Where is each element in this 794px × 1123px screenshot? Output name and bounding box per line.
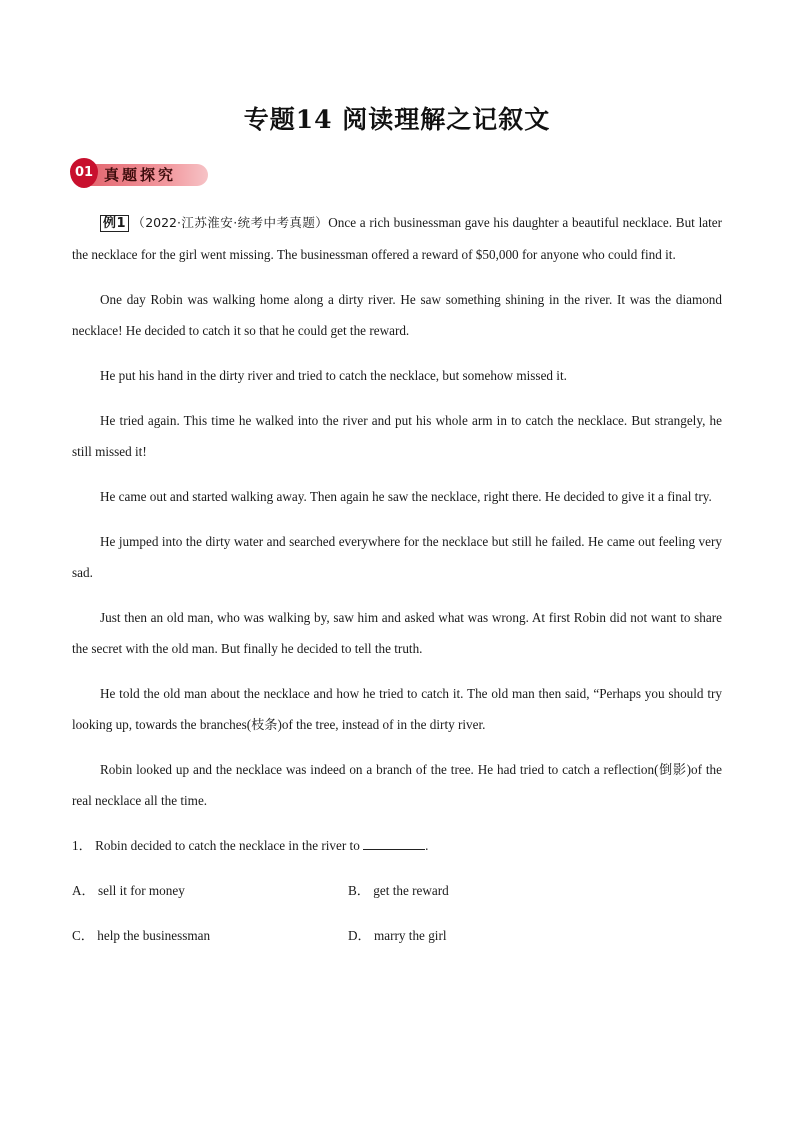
option-text: marry the girl: [374, 928, 447, 943]
passage-paragraph: He came out and started walking away. Then again he saw the necklace, right there. He decided to give it a final try.: [100, 489, 712, 504]
passage-paragraph: He put his hand in the dirty river and tried to catch the necklace, but somehow missed it.: [100, 368, 567, 383]
option-text: get the reward: [373, 883, 449, 898]
passage-paragraph: Robin looked up and the necklace was indeed on a branch of the tree. He had tried to catch a reflection(倒影)of the real necklace all the time.: [72, 762, 722, 808]
question-stem: Robin decided to catch the necklace in the river to: [95, 838, 360, 853]
passage-paragraph: He jumped into the dirty water and searched everywhere for the necklace but still he failed. He came out feeling very sad.: [72, 534, 722, 580]
example-lead-text: Once a rich businessman gave his daughter a beautiful necklace. But later the necklace for the girl went missing. The businessman offered a reward of $50,000 for anyone who could find it.: [72, 215, 723, 262]
option-letter: A．: [72, 883, 95, 898]
example-tag: 例1: [100, 215, 129, 232]
section-number-badge: 01: [70, 158, 98, 188]
passage-paragraph: He tried again. This time he walked into the river and put his whole arm in to catch the necklace. But strangely, he still missed it!: [72, 413, 722, 459]
passage-paragraph: One day Robin was walking home along a dirty river. He saw something shining in the river. It was the diamond necklace! He decided to catch it so that he could get the reward.: [72, 292, 722, 338]
option-letter: C．: [72, 928, 94, 943]
option-text: sell it for money: [98, 883, 185, 898]
option-text: help the businessman: [97, 928, 211, 943]
example-source: （2022·江苏淮安·统考中考真题）: [132, 215, 329, 230]
option-letter: B．: [348, 883, 370, 898]
section-label: 真题探究: [104, 166, 177, 184]
question-number: 1．: [72, 838, 92, 853]
question-end: .: [425, 838, 429, 853]
answer-blank[interactable]: [363, 837, 425, 850]
option-b[interactable]: [348, 875, 624, 906]
options-row-1: [72, 875, 722, 906]
option-letter: D．: [348, 928, 371, 943]
section-banner: [70, 152, 212, 192]
question-1: [72, 830, 722, 861]
passage-paragraph: Just then an old man, who was walking by, saw him and asked what was wrong. At first Robin did not want to share the secret with the old man. But finally he decided to tell the truth.: [72, 610, 722, 656]
page-title: 专题14 阅读理解之记叙文: [243, 105, 551, 134]
options-row-2: [72, 920, 722, 951]
reading-passage: [72, 207, 722, 965]
option-a[interactable]: [72, 875, 348, 906]
example-intro-paragraph: [72, 207, 722, 270]
option-c[interactable]: [72, 920, 348, 951]
option-d[interactable]: [348, 920, 624, 951]
passage-paragraph: He told the old man about the necklace and how he tried to catch it. The old man then said, “Perhaps you should try looking up, towards the branches(枝条)of the tree, instead of in the dirty river.: [72, 686, 722, 732]
